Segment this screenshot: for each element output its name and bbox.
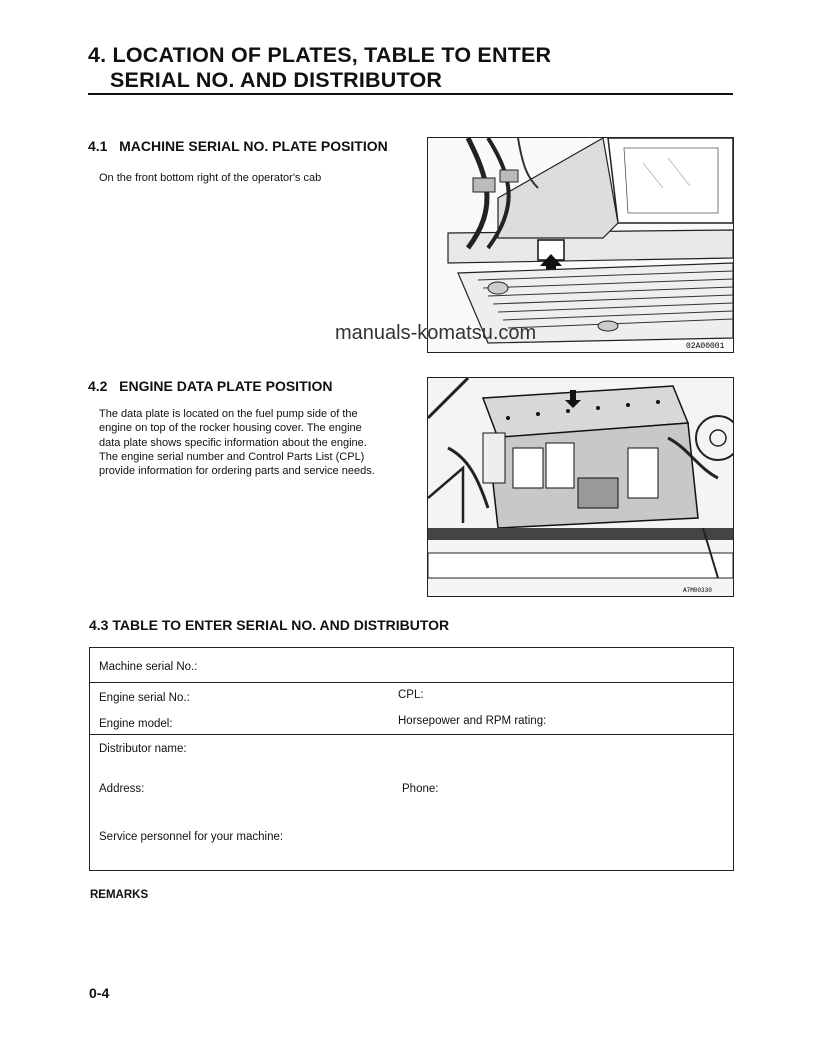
address-label: Address: (99, 783, 145, 795)
table-row-distributor (90, 735, 734, 871)
distributor-name-label: Distributor name: (99, 743, 187, 755)
figure-4-1-id: 02A00001 (686, 342, 725, 351)
section-4-2-line-3: data plate shows specific information about the engine. (99, 436, 367, 449)
section-4-1-title: MACHINE SERIAL NO. PLATE POSITION (119, 138, 388, 154)
engine-illustration (428, 378, 733, 596)
section-4-2-heading (88, 378, 333, 394)
watermark: manuals-komatsu.com (335, 322, 537, 344)
section-4-2-line-5: provide information for ordering parts and service needs. (99, 465, 375, 478)
table-row-machine (90, 648, 734, 683)
title-underline (88, 93, 733, 95)
phone-label: Phone: (402, 783, 439, 795)
machine-serial-label: Machine serial No.: (99, 661, 198, 673)
section-4-2-line-4: The engine serial number and Control Parts List (CPL) (99, 450, 365, 463)
section-4-1-heading (88, 138, 388, 154)
engine-model-label: Engine model: (99, 718, 173, 730)
distributor-cell[interactable] (90, 735, 390, 871)
page-title (88, 43, 551, 93)
engine-cell[interactable] (90, 683, 390, 735)
section-4-1-number: 4.1 (88, 138, 108, 154)
section-4-1-body: On the front bottom right of the operator's cab (99, 172, 322, 184)
cpl-cell[interactable] (389, 683, 734, 735)
page-title-line-2: SERIAL NO. AND DISTRIBUTOR (110, 68, 443, 92)
figure-4-2-id: A7M00330 (683, 587, 712, 594)
section-4-3-heading (89, 617, 449, 633)
table-row-engine (90, 683, 734, 735)
phone-cell[interactable] (389, 735, 734, 871)
section-4-2-line-2: engine on top of the rocker housing cover. The engine (99, 422, 362, 435)
section-4-2-number: 4.2 (88, 378, 108, 394)
section-4-2-title: ENGINE DATA PLATE POSITION (119, 378, 333, 394)
hp-rpm-label: Horsepower and RPM rating: (398, 715, 547, 727)
cab-illustration (428, 138, 733, 352)
section-4-2-line-1: The data plate is located on the fuel pump side of the (99, 408, 358, 420)
section-4-3-title: TABLE TO ENTER SERIAL NO. AND DISTRIBUTOR (112, 617, 450, 633)
section-4-2-body (99, 407, 375, 478)
engine-serial-label: Engine serial No.: (99, 692, 190, 704)
remarks-label: REMARKS (90, 889, 149, 901)
page-number: 0-4 (89, 985, 110, 1001)
engine-data-plate-figure (427, 377, 734, 597)
page-title-line-1: 4. LOCATION OF PLATES, TABLE TO ENTER (88, 43, 552, 67)
serial-distributor-table (89, 647, 734, 871)
cpl-label: CPL: (398, 689, 424, 701)
machine-serial-field[interactable] (90, 648, 734, 683)
section-4-3-number: 4.3 (89, 617, 109, 633)
service-personnel-label: Service personnel for your machine: (99, 831, 284, 843)
machine-serial-plate-figure (427, 137, 734, 353)
